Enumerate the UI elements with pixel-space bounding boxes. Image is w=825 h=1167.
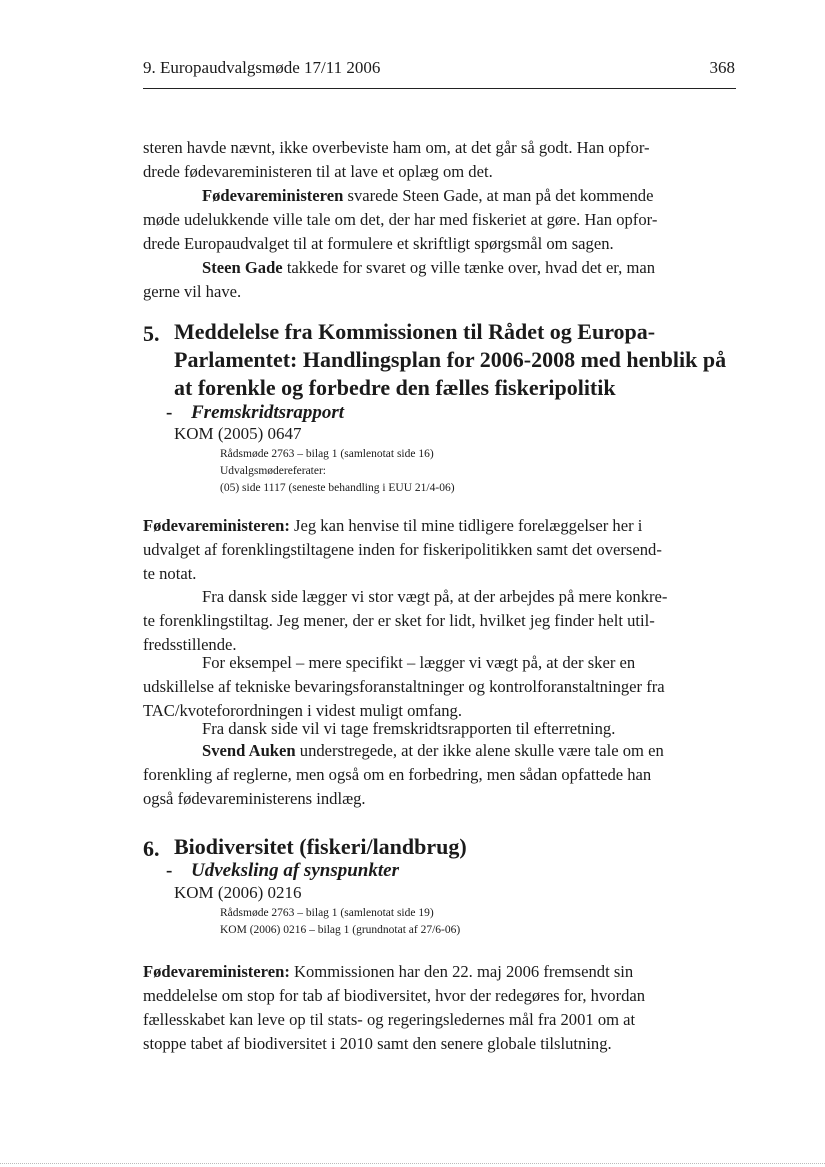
text-line: te notat. [143,564,197,583]
text-line: drede Europaudvalget til at formulere et skriftligt spørgsmål om sagen. [143,234,614,253]
title-line: Parlamentet: Handlingsplan for 2006-2008 med henblik på [174,347,727,372]
section-5-paragraph-4 [143,717,738,741]
text-line: te forenklingstiltag. Jeg mener, der er sket for lidt, hvilket jeg finder helt util- [143,611,655,630]
scan-edge-line [0,1163,825,1164]
text-line [143,585,738,609]
text-line: fredsstillende. [143,635,237,654]
reference-line: (05) side 1117 (seneste behandling i EUU 21/4-06) [220,482,455,494]
text-line: forenkling af reglerne, men også om en forbedring, men sådan opfattede han [143,765,652,784]
text-line [143,739,738,763]
text-span: takkede for svaret og ville tænke over, hvad det er, man [282,258,656,277]
section-6-paragraph-1 [143,960,738,1056]
text-line: TAC/kvoteforordningen i videst muligt omfang. [143,701,462,720]
reference-line: Rådsmøde 2763 – bilag 1 (samlenotat side 16) [220,448,434,460]
text-line [143,717,738,741]
header-rule [143,88,736,89]
text-span: For eksempel – mere specifikt – lægger vi vægt på, at der sker en [202,653,636,672]
text-line: også fødevareministerens indlæg. [143,789,366,808]
text-span: svarede Steen Gade, at man på det kommende [343,186,654,205]
title-line: Meddelelse fra Kommissionen til Rådet og Europa- [174,319,656,344]
text-span: Fra dansk side lægger vi stor vægt på, at der arbejdes på mere konkre- [202,587,668,606]
section-6-subtitle [166,860,399,882]
section-5-paragraph-2 [143,585,738,657]
speaker-name: Svend Auken [202,741,296,760]
header-meeting-title: 9. Europaudvalgsmøde 17/11 2006 [143,58,381,77]
section-5-paragraph-5 [143,739,738,811]
text-line [143,256,738,280]
section-5-paragraph-1 [143,514,738,586]
page-header [143,58,735,84]
text-span: Kommissionen har den 22. maj 2006 fremsendt sin [289,962,634,981]
text-span: Fra dansk side vil vi tage fremskridtsrapporten til efterretning. [202,719,616,738]
intro-paragraph-3 [143,256,738,304]
section-6-kom-number: KOM (2006) 0216 [174,883,302,902]
subtitle-text: Udveksling af synspunkter [191,860,399,881]
text-line [143,184,738,208]
page-number: 368 [709,58,735,77]
text-line: fællesskabet kan leve op til stats- og regeringsledernes mål fra 2001 om at [143,1010,636,1029]
intro-paragraph-2 [143,184,738,256]
section-5-number: 5. [143,321,160,346]
section-5-paragraph-3 [143,651,738,723]
text-line: meddelelse om stop for tab af biodiversitet, hvor der redegøres for, hvordan [143,986,646,1005]
subtitle-dash: - [166,402,173,423]
text-line: udskillelse af tekniske bevaringsforanstaltninger og kontrolforanstaltninger fra [143,677,665,696]
section-6-title [174,833,744,861]
text-line [143,514,738,538]
reference-line: KOM (2006) 0216 – bilag 1 (grundnotat af 27/6-06) [220,924,461,936]
section-5-title [174,318,744,402]
intro-paragraph-1 [143,136,738,184]
speaker-name: Fødevareministeren [202,186,344,205]
reference-line: Udvalgsmødereferater: [220,465,327,477]
subtitle-dash: - [166,860,173,881]
text-line: møde udelukkende ville tale om det, der har med fiskeriet at gøre. Han opfor- [143,210,658,229]
speaker-name: Steen Gade [202,258,283,277]
subtitle-text: Fremskridtsrapport [191,402,345,423]
section-5-references [220,446,455,497]
text-span: Jeg kan henvise til mine tidligere forelæggelser her i [289,516,643,535]
speaker-name: Fødevareministeren: [143,962,290,981]
text-line: udvalget af forenklingstiltagene inden for fiskeripolitikken samt det oversend- [143,540,662,559]
text-line: steren havde nævnt, ikke overbeviste ham om, at det går så godt. Han opfor- [143,138,650,157]
speaker-name: Fødevareministeren: [143,516,290,535]
title-line: at forenkle og forbedre den fælles fiskeripolitik [174,375,616,400]
text-line [143,651,738,675]
section-5-kom-number: KOM (2005) 0647 [174,424,302,443]
section-6-references [220,905,460,939]
text-line: gerne vil have. [143,282,242,301]
text-line [143,960,738,984]
section-5-subtitle [166,402,344,424]
text-span: understregede, at der ikke alene skulle være tale om en [295,741,664,760]
title-line: Biodiversitet (fiskeri/landbrug) [174,834,467,859]
text-line: stoppe tabet af biodiversitet i 2010 samt den senere globale tilslutning. [143,1034,612,1053]
section-6-number: 6. [143,836,160,861]
reference-line: Rådsmøde 2763 – bilag 1 (samlenotat side 19) [220,907,434,919]
text-line: drede fødevareministeren til at lave et oplæg om det. [143,162,493,181]
